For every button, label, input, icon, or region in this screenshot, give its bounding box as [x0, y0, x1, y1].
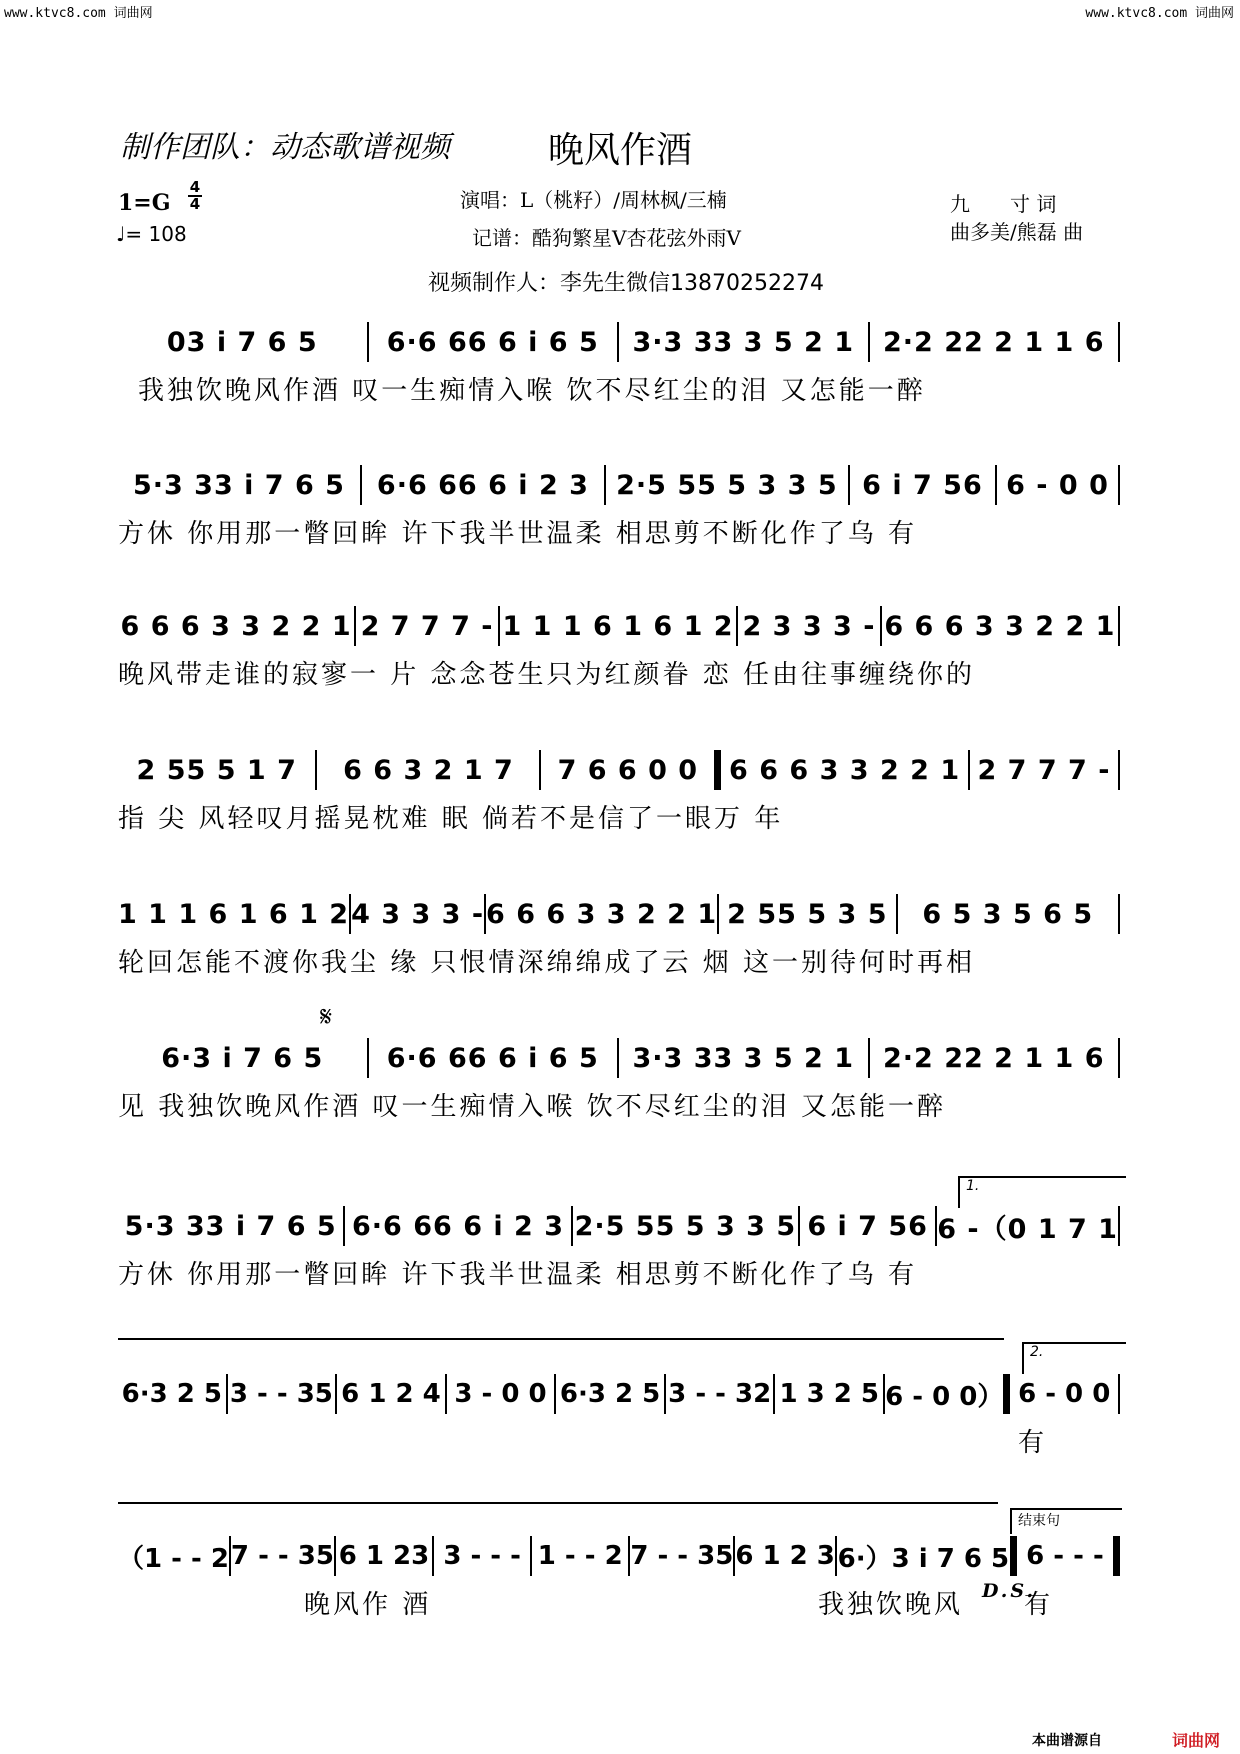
measure: 6·6 66 6 i 2 3 [376, 469, 589, 501]
measure: 5·3 33 i 7 6 5 [132, 469, 345, 501]
repeat-start-barline [714, 750, 721, 790]
lyrics-line: 我独饮晚风作酒 叹一生痴情入喉 饮不尽红尘的泪 又怎能一醉 [138, 376, 926, 406]
measure: 2·2 22 2 1 1 6 [882, 1042, 1105, 1074]
measure: 3 - 0 0 [454, 1379, 547, 1409]
production-team: 制作团队：动态歌谱视频 [120, 130, 450, 165]
lyrics-line: 轮回怎能不渡你我尘 缘 只恨情深绵绵成了云 烟 这一别待何时再相 [118, 948, 976, 978]
measure: 6·3 2 5 [559, 1379, 661, 1409]
repeat-end-barline [1003, 1374, 1010, 1414]
lyrics-line: 晚风作 酒 [304, 1590, 432, 1620]
lyrics-line: 有 [1018, 1428, 1048, 1458]
system-5 [118, 894, 1120, 986]
system-9 [118, 1536, 1120, 1628]
measure: 6 6 3 2 1 7 [343, 754, 514, 786]
measure: 2 55 5 1 7 [136, 754, 297, 786]
segno-sign: 𝄋 [320, 1000, 333, 1033]
measure: 2 55 5 3 5 [727, 898, 888, 930]
measure: 5·3 33 i 7 6 5 [124, 1210, 337, 1242]
system-6 [118, 1038, 1120, 1130]
measure: 3 - - 35 [229, 1379, 333, 1409]
transcriber-credit: 记谱：酷狗繁星V杏花弦外雨V [472, 226, 741, 250]
measure: 2·5 55 5 3 3 5 [616, 469, 838, 501]
measure: 6 - - - [1026, 1541, 1104, 1571]
measure: 2·5 55 5 3 3 5 [574, 1210, 797, 1242]
lyrics-line: 有 [1024, 1590, 1054, 1620]
measure: （1 - - 2 [118, 1543, 229, 1574]
measure: 6 i 7 56 [862, 469, 983, 501]
measure: 6 -（0 1 7 1 [937, 1213, 1118, 1245]
volta-second: 2. [1022, 1342, 1126, 1374]
measure: 6 - 0 0） [885, 1381, 1004, 1412]
lyrics-line: 指 尖 风轻叹月摇晃枕难 眠 倘若不是信了一眼万 年 [118, 804, 784, 834]
key-signature: 1=G [118, 190, 171, 216]
lyrics-line: 见 我独饮晚风作酒 叹一生痴情入喉 饮不尽红尘的泪 又怎能一醉 [118, 1092, 947, 1122]
measure: 6·6 66 6 i 6 5 [386, 1042, 599, 1074]
measure: 2 3 3 3 - [742, 610, 876, 642]
measure: 1 3 2 5 [779, 1379, 880, 1409]
system-3 [118, 606, 1120, 698]
measure: 3 - - - [443, 1541, 521, 1571]
volta-first: 1. [958, 1176, 1126, 1208]
dal-segno-mark: D.S. [982, 1580, 1037, 1602]
site-logo: 词曲网 [1172, 1731, 1221, 1750]
system-8 [118, 1374, 1120, 1466]
system-1 [118, 322, 1120, 414]
measure: 1 1 1 6 1 6 1 2 [502, 610, 734, 642]
measure: 6 6 6 3 3 2 2 1 [120, 610, 352, 642]
measure: 3·3 33 3 5 2 1 [632, 1042, 855, 1074]
measure: 6 6 6 3 3 2 2 1 [486, 898, 718, 930]
measure: 1 1 1 6 1 6 1 2 [118, 898, 350, 930]
lyricist-credit: 九 寸 词 [950, 192, 1057, 216]
measure: 1 - - 2 [537, 1541, 623, 1571]
measure: 6 1 23 [338, 1541, 430, 1571]
measure: 6·3 2 5 [121, 1379, 222, 1409]
measure: 7 - - 35 [230, 1541, 334, 1571]
measure: 6·3 i 7 6 5 [161, 1042, 324, 1074]
bracket-line [118, 1502, 998, 1504]
double-barline [1010, 1536, 1017, 1576]
measure: 2·2 22 2 1 1 6 [882, 326, 1105, 358]
lyrics-line: 方休 你用那一瞥回眸 许下我半世温柔 相思剪不断化作了乌 有 [118, 519, 918, 549]
measure: 03 i 7 6 5 [166, 326, 318, 358]
measure: 4 3 3 3 - [351, 898, 485, 930]
bracket-line [118, 1338, 1004, 1340]
measure: 2 7 7 7 - [977, 754, 1111, 786]
source-note: 本曲谱源自 [1032, 1733, 1102, 1749]
measure: 6 - 0 0 [1018, 1379, 1111, 1409]
time-bottom: 4 [189, 195, 201, 213]
measure: 6 i 7 56 [807, 1210, 928, 1242]
song-title: 晚风作酒 [548, 130, 693, 171]
measure: 6 - 0 0 [1006, 469, 1109, 501]
measure: 7 - - 35 [630, 1541, 734, 1571]
measure: 6·6 66 6 i 2 3 [352, 1210, 565, 1242]
measure: 6 1 2 3 [735, 1541, 835, 1571]
video-maker: 视频制作人：李先生微信13870252274 [428, 271, 824, 296]
time-top: 4 [189, 178, 201, 196]
measure: 6 6 6 3 3 2 2 1 [884, 610, 1116, 642]
measure: 6 5 3 5 6 5 [922, 898, 1094, 930]
measure: 6 1 2 4 [341, 1379, 441, 1409]
final-barline [1113, 1536, 1120, 1576]
measure: 3 - - 32 [668, 1379, 772, 1409]
site-label-right: www.ktvc8.com 词曲网 [1085, 6, 1234, 21]
measure: 6 6 6 3 3 2 2 1 [729, 754, 961, 786]
system-7 [118, 1206, 1120, 1298]
lyrics-line: 晚风带走谁的寂寥一 片 念念苍生只为红颜眷 恋 任由往事缠绕你的 [118, 660, 976, 690]
system-2 [118, 465, 1120, 557]
measure: 7 6 6 0 0 [557, 754, 699, 786]
lyrics-line: 方休 你用那一瞥回眸 许下我半世温柔 相思剪不断化作了乌 有 [118, 1260, 918, 1290]
measure: 3·3 33 3 5 2 1 [632, 326, 855, 358]
site-label-left: www.ktvc8.com 词曲网 [4, 6, 153, 21]
ending-label: 结束句 [1010, 1508, 1122, 1534]
tempo: ♩= 108 [116, 222, 187, 246]
composer-credit: 曲多美/熊磊 曲 [950, 220, 1084, 244]
singer-credit: 演唱：L（桃籽）/周林枫/三楠 [460, 188, 727, 212]
time-signature [188, 180, 202, 212]
measure: 6·）3 i 7 6 5 [837, 1543, 1010, 1574]
measure: 6·6 66 6 i 6 5 [386, 326, 599, 358]
measure: 2 7 7 7 - [360, 610, 494, 642]
lyrics-line: 我独饮晚风 [818, 1590, 964, 1620]
system-4 [118, 750, 1120, 842]
